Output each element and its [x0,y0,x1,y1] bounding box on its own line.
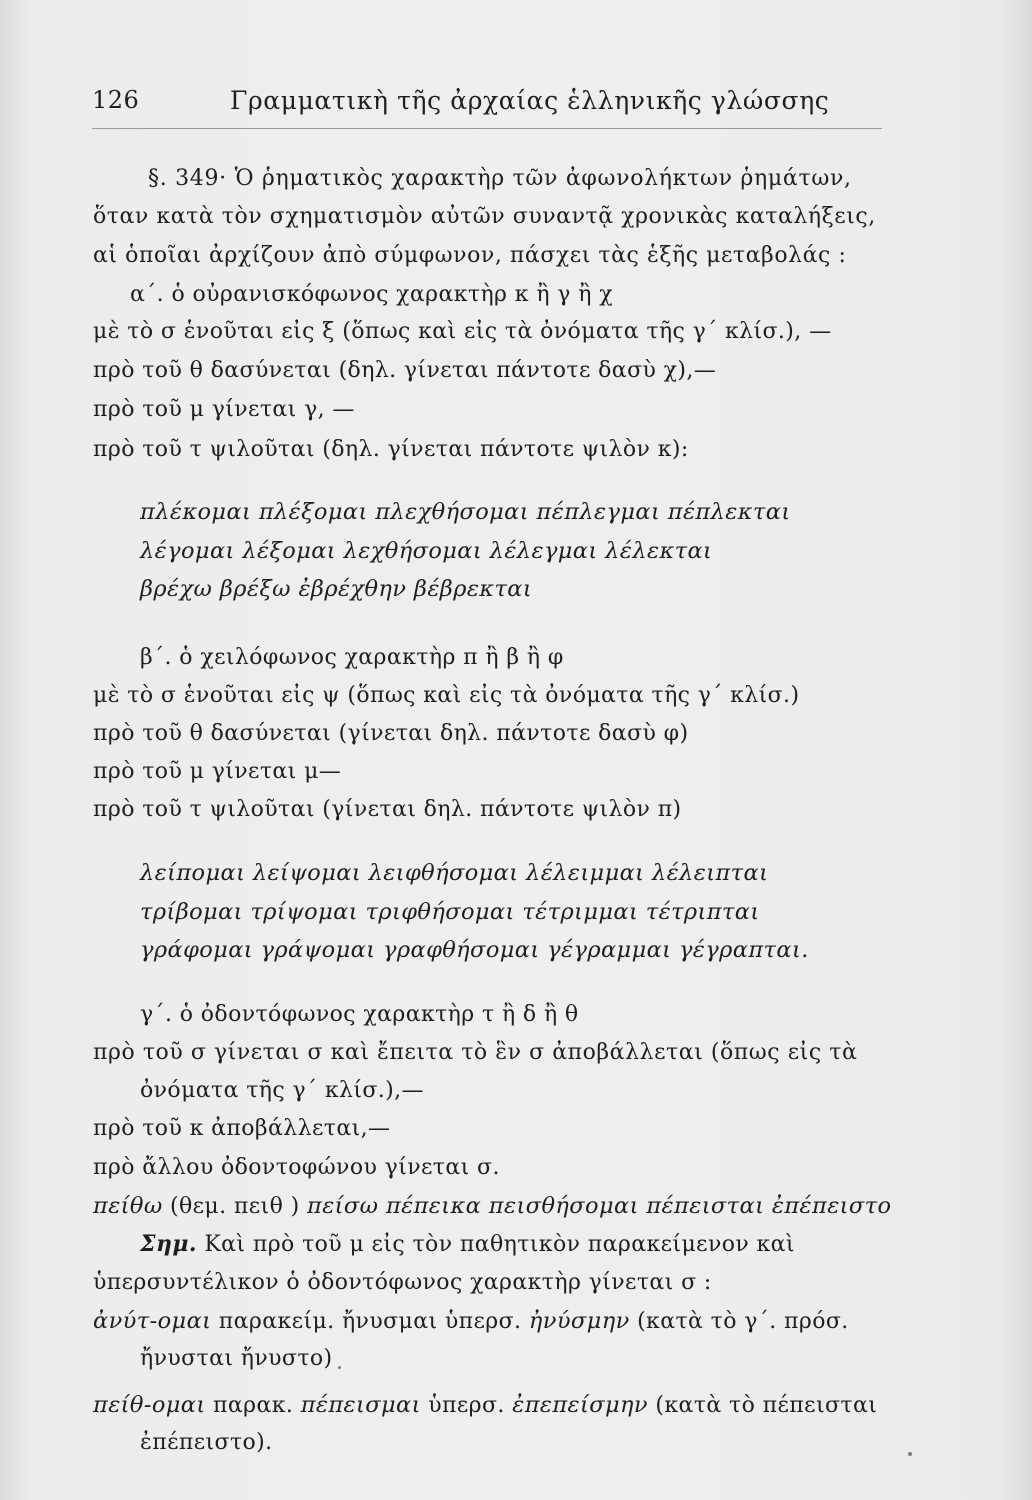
verb-peitho: πείθω [93,1193,163,1219]
page-number: 126 [92,86,140,114]
anytomai-perfect: παρακείμ. ἤνυσμαι ὑπερσ. [218,1309,522,1334]
body-line: ὅταν κατὰ τὸν σχηματισμὸν αὐτῶν συναντᾷ χρονικὰς καταλήξεις, [93,204,876,229]
rule-line-continuation: ὀνόματα τῆς γ΄ κλίσ.),— [140,1078,424,1103]
peitho-forms: πείσω πέπεικα πεισθήσομαι πέπεισται ἐπέπειστο [307,1193,892,1219]
rule-line: μὲ τὸ σ ἑνοῦται εἰς ψ (ὅπως καὶ εἰς τὰ ὀνόματα τῆς γ΄ κλίσ.) [93,683,800,708]
rule-line: πρὸ ἄλλου ὀδοντοφώνου γίνεται σ. [93,1155,500,1180]
subsection-b-heading: β΄. ὁ χειλόφωνος χαρακτὴρ π ἢ β ἢ φ [140,645,564,670]
abbr-pluperfect: ὑπερσ. [428,1393,505,1418]
section-349-intro-line: §. 349· Ὁ ῥηματικὸς χαρακτὴρ τῶν ἀφωνολήκτων ῥημάτων, [148,166,852,191]
example-line: πλέκομαι πλέξομαι πλεχθήσομαι πέπλεγμαι πέπλεκται [140,499,791,525]
note-label: Σημ. [140,1231,197,1257]
rule-line: πρὸ τοῦ θ δασύνεται (γίνεται δηλ. πάντοτε δασὺ φ) [93,721,689,746]
peithomai-pluperfect: ἐπεπείσμην [512,1392,648,1418]
rule-line: πρὸ τοῦ μ γίνεται μ— [93,759,342,784]
example-line: λέγομαι λέξομαι λεχθήσομαι λέλεγμαι λέλεκται [140,538,713,564]
subsection-c-heading: γ΄. ὁ ὀδοντόφωνος χαρακτὴρ τ ἢ δ ἢ θ [140,1002,579,1027]
rule-line: πρὸ τοῦ τ ψιλοῦται (δηλ. γίνεται πάντοτε ψιλὸν κ): [93,437,689,462]
verb-peithomai: πείθ-ομαι [93,1392,206,1418]
rule-line: μὲ τὸ σ ἑνοῦται εἰς ξ (ὅπως καὶ εἰς τὰ ὀνόματα τῆς γ΄ κλίσ.), — [93,319,832,344]
example-anyto-line [93,1306,849,1337]
anytomai-note: (κατὰ τὸ γ΄. πρόσ. [637,1309,849,1334]
rule-line: πρὸ τοῦ σ γίνεται σ καὶ ἔπειτα τὸ ἓν σ ἀποβάλλεται (ὅπως εἰς τὰ [93,1040,858,1065]
note-line [140,1229,795,1260]
rule-line: πρὸ τοῦ κ ἀποβάλλεται,— [93,1116,391,1141]
example-line: λείπομαι λείψομαι λειφθήσομαι λέλειμμαι λέλειπται [140,860,769,886]
example-peitho-line [93,1191,891,1222]
example-line: τρίβομαι τρίψομαι τριφθήσομαι τέτριμμαι τέτριπται [140,899,760,925]
peithomai-perfect: πέπεισμαι [300,1392,421,1418]
running-title: Γραμματικὴ τῆς ἀρχαίας ἑλληνικῆς γλώσσης [230,86,830,115]
header-rule [92,128,882,129]
page-header [92,86,922,126]
verb-anytomai: ἀνύτ-ομαι [93,1308,212,1334]
rule-line: πρὸ τοῦ θ δασύνεται (δηλ. γίνεται πάντοτε δασὺ χ),— [93,358,717,383]
body-line: αἱ ὁποῖαι ἀρχίζουν ἀπὸ σύμφωνον, πάσχει τὰς ἑξῆς μεταβολάς : [93,243,847,268]
subsection-a-heading: α΄. ὁ οὐρανισκόφωνος χαρακτὴρ κ ἢ γ ἢ χ [130,282,613,307]
scan-speck [908,1452,912,1456]
example-continuation: ἐπέπειστο). [140,1430,273,1455]
example-line: βρέχω βρέξω ἐβρέχθην βέβρεκται [140,576,533,602]
rule-line: πρὸ τοῦ τ ψιλοῦται (γίνεται δηλ. πάντοτε ψιλὸν π) [93,797,682,822]
peithomai-note: (κατὰ τὸ πέπεισται [655,1393,878,1418]
example-line: γράφομαι γράψομαι γραφθήσομαι γέγραμμαι γέγραπται. [140,937,809,963]
stem-note: (θεμ. πειθ ) [169,1194,300,1219]
anytomai-pluperfect: ἠνύσμην [528,1308,630,1334]
abbr-perfect: παρακ. [213,1393,294,1418]
example-peithomai-line [93,1390,877,1421]
example-continuation: ἤνυσται ἤνυστο) [140,1346,333,1371]
note-text: Καὶ πρὸ τοῦ μ εἰς τὸν παθητικὸν παρακείμενον καὶ [204,1232,795,1257]
note-line: ὑπερσυντέλικον ὁ ὀδοντόφωνος χαρακτὴρ γίνεται σ : [93,1270,712,1295]
rule-line: πρὸ τοῦ μ γίνεται γ, — [93,397,355,422]
scan-speck [338,1366,341,1369]
